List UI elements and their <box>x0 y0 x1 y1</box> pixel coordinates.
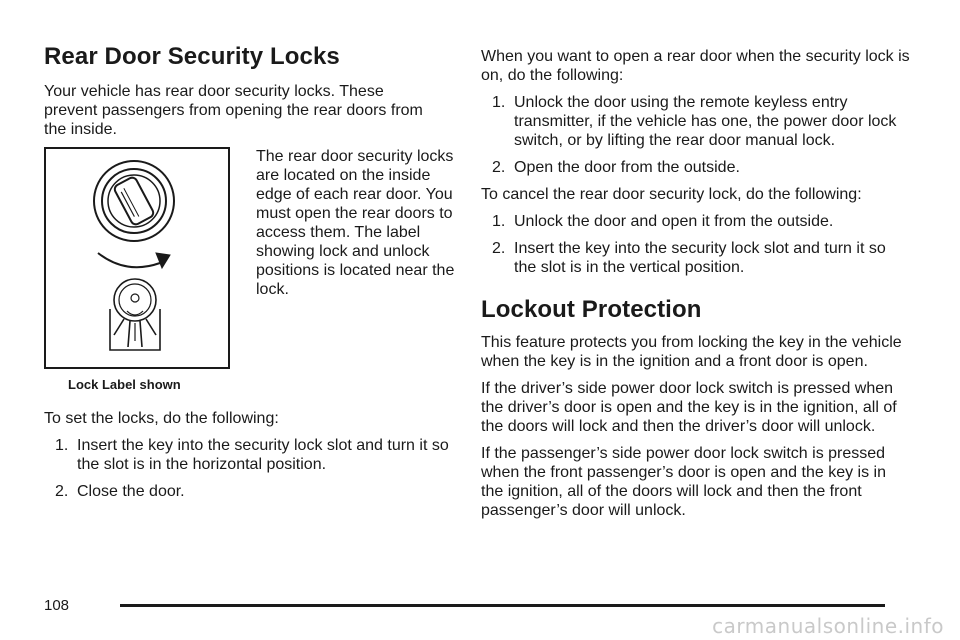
lockout-paragraph-1: This feature protects you from locking the key in the vehicle when the key is in the ignition and a front door is open. <box>481 334 902 370</box>
page-number: 108 <box>44 597 70 614</box>
cancel-lock-lead: To cancel the rear door security lock, do the following: <box>481 186 862 203</box>
step-text: Unlock the door using the remote keyless entry transmitter, if the vehicle has one, the power door lock switch, or by lifting the rear door manual lock. <box>514 94 897 149</box>
left-column <box>44 42 464 509</box>
step-number: 2. <box>492 159 506 176</box>
section-title-lockout-protection: Lockout Protection <box>481 296 702 323</box>
lock-label-figure <box>44 147 230 369</box>
child-lock-icon <box>110 279 160 350</box>
list-item <box>481 158 911 177</box>
rotation-arrow-icon <box>98 253 170 268</box>
figure-caption: Lock Label shown <box>68 377 181 392</box>
list-item <box>44 482 464 501</box>
set-locks-steps <box>44 436 464 501</box>
step-text: Close the door. <box>77 483 185 500</box>
open-door-steps <box>481 93 911 177</box>
footer-rule <box>120 604 885 607</box>
section-title-rear-door-security-locks: Rear Door Security Locks <box>44 43 340 70</box>
set-locks-lead: To set the locks, do the following: <box>44 410 279 427</box>
step-text: Open the door from the outside. <box>514 159 740 176</box>
watermark: carmanualsonline.info <box>712 614 944 638</box>
figure-row <box>44 147 464 405</box>
intro-paragraph: Your vehicle has rear door security locks. These prevent passengers from opening the rear doors from the inside. <box>44 83 423 138</box>
list-item <box>481 212 911 231</box>
lockout-paragraph-3: If the passenger’s side power door lock switch is pressed when the front passenger’s door is open and the key is in the ignition, all of the doors will lock and then the front passenger’s door will unlock. <box>481 445 886 519</box>
list-item <box>44 436 464 474</box>
step-text: Unlock the door and open it from the outside. <box>514 213 834 230</box>
step-text: Insert the key into the security lock slot and turn it so the slot is in the horizontal position. <box>77 437 449 473</box>
step-text: Insert the key into the security lock slot and turn it so the slot is in the vertical position. <box>514 240 886 276</box>
cancel-lock-steps <box>481 212 911 277</box>
step-number: 1. <box>492 213 506 230</box>
lock-label-illustration <box>46 149 232 371</box>
list-item <box>481 93 911 150</box>
figure-description: The rear door security locks are located on the inside edge of each rear door. You must open the rear doors to access them. The label showing lock and unlock positions is located near the lock. <box>256 148 455 298</box>
step-number: 1. <box>492 94 506 111</box>
lockout-paragraph-2: If the driver’s side power door lock switch is pressed when the driver’s door is open and the key is in the ignition, all of the doors will lock and then the driver’s door will unlock. <box>481 380 897 435</box>
right-column <box>481 47 911 520</box>
step-number: 1. <box>55 437 69 454</box>
list-item <box>481 239 911 277</box>
step-number: 2. <box>492 240 506 257</box>
step-number: 2. <box>55 483 69 500</box>
lock-cylinder-icon <box>94 161 174 241</box>
open-door-lead: When you want to open a rear door when the security lock is on, do the following: <box>481 48 910 84</box>
